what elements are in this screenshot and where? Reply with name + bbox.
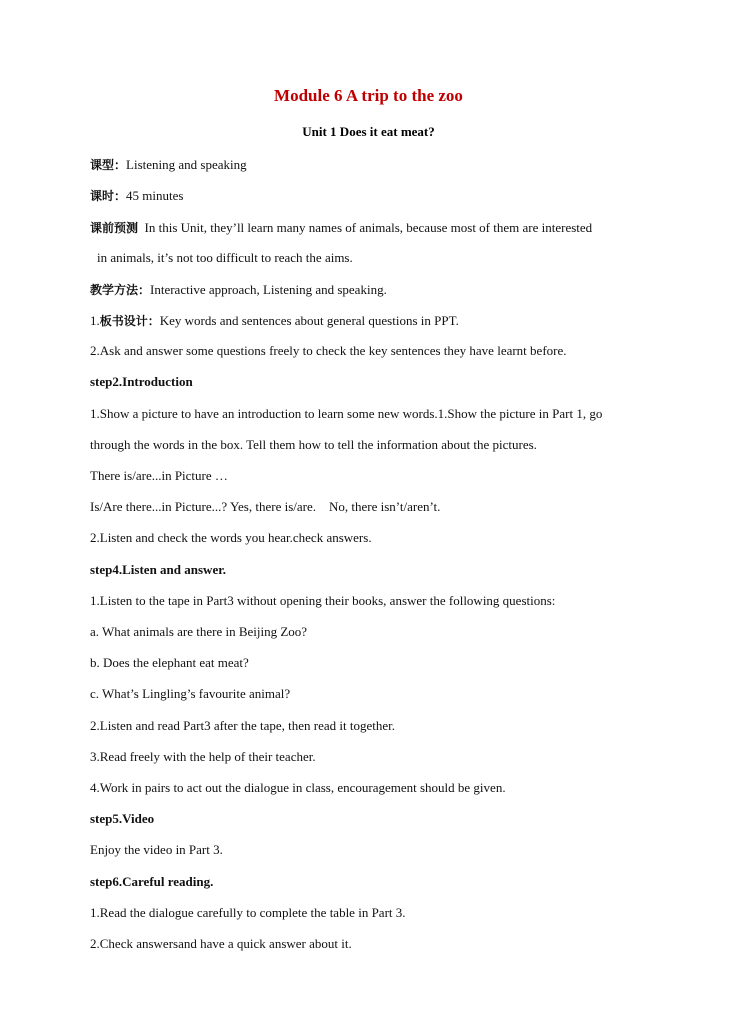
text-line: a. What animals are there in Beijing Zoo? (90, 624, 308, 639)
text-line: 2.Check answersand have a quick answer about it. (90, 936, 352, 951)
text-line: 3.Read freely with the help of their teacher. (90, 749, 316, 764)
preview-value: In this Unit, they’ll learn many names of animals, because most of them are interested (144, 220, 593, 235)
method-value: Interactive approach, Listening and speaking. (150, 282, 387, 297)
step4-heading: step4.Listen and answer. (90, 562, 227, 577)
course-type-label: 课型： (90, 158, 127, 172)
text-line: 4.Work in pairs to act out the dialogue in class, encouragement should be given. (90, 780, 506, 795)
preview-line-cont: in animals, it’s not too difficult to reach the aims. (97, 250, 353, 265)
board-prefix: 1. (90, 313, 100, 328)
text-line: 1.Show a picture to have an introduction to learn some new words.1.Show the picture in Part 1, go (90, 406, 603, 421)
text-line: Is/Are there...in Picture...? Yes, there is/are. No, there isn’t/aren’t. (90, 499, 441, 514)
preview-label: 课前预测 (90, 221, 139, 235)
text-line: Enjoy the video in Part 3. (90, 842, 223, 857)
text-line: b. Does the elephant eat meat? (90, 655, 249, 670)
text-line: through the words in the box. Tell them how to tell the information about the pictures. (90, 437, 537, 452)
text-line: 2.Listen and read Part3 after the tape, then read it together. (90, 718, 396, 733)
text-line: c. What’s Lingling’s favourite animal? (90, 686, 291, 701)
board-design-line (90, 312, 459, 329)
board-label: 板书设计： (99, 314, 160, 328)
duration-value: 45 minutes (126, 188, 184, 203)
method-label: 教学方法： (90, 283, 151, 297)
course-type-line (90, 156, 247, 173)
text-line: 2.Listen and check the words you hear.check answers. (90, 530, 372, 545)
step6-heading: step6.Careful reading. (90, 874, 214, 889)
text-line: 1.Read the dialogue carefully to complete the table in Part 3. (90, 905, 406, 920)
course-type-value: Listening and speaking (126, 157, 247, 172)
document-title: Module 6 A trip to the zoo (274, 86, 463, 105)
duration-label: 课时： (90, 189, 127, 203)
board-value: Key words and sentences about general questions in PPT. (159, 313, 459, 328)
step2-heading: step2.Introduction (90, 374, 193, 389)
preview-line (90, 219, 592, 236)
step5-heading: step5.Video (90, 811, 155, 826)
text-line: There is/are...in Picture … (90, 468, 228, 483)
document-subtitle: Unit 1 Does it eat meat? (302, 124, 435, 139)
text-line: 1.Listen to the tape in Part3 without opening their books, answer the following questions: (90, 593, 556, 608)
duration-line (90, 187, 183, 204)
method-line (90, 281, 387, 298)
text-line: 2.Ask and answer some questions freely to check the key sentences they have learnt before. (90, 343, 567, 358)
